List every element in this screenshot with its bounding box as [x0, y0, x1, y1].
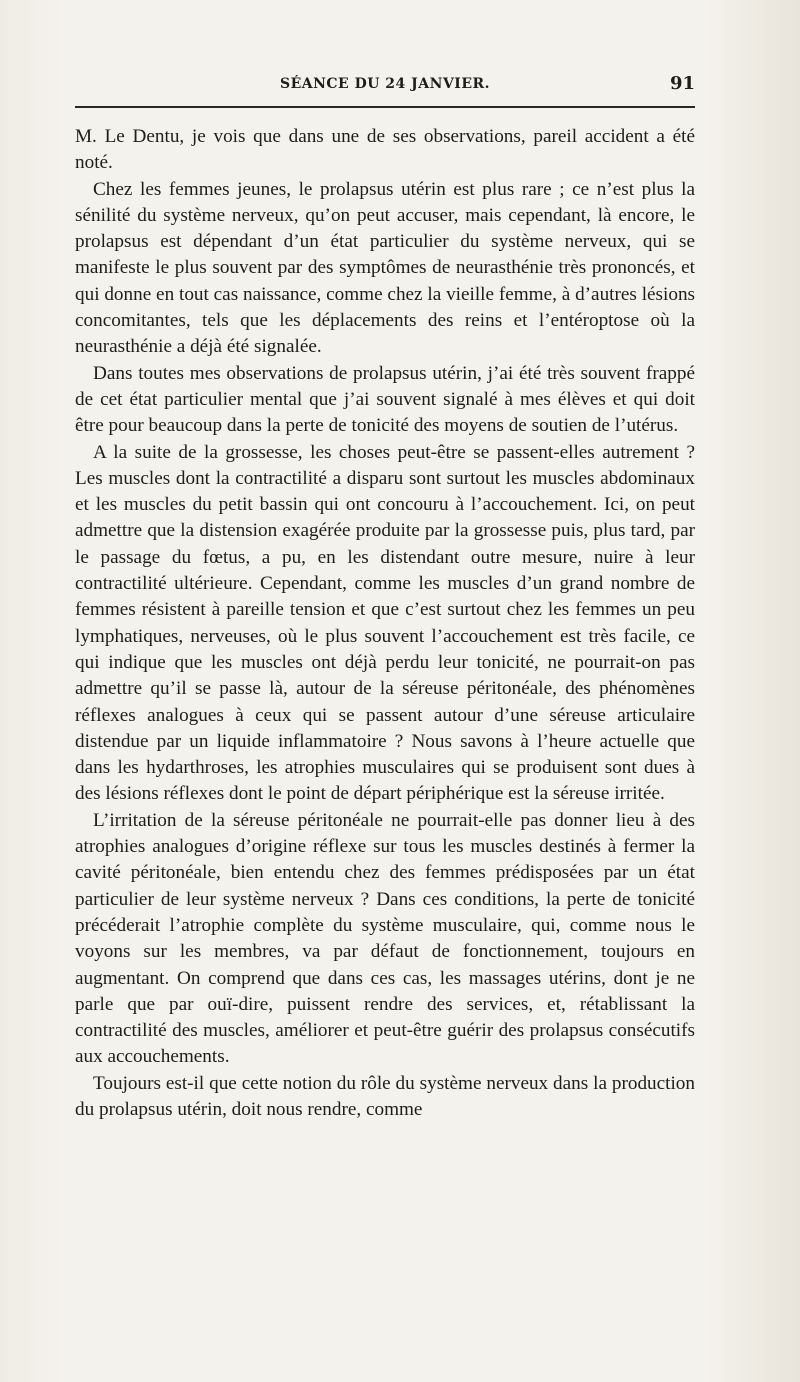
header-rule [75, 106, 695, 108]
paragraph: L’irritation de la séreuse péritonéale ne pourrait-elle pas donner lieu à des atrophies analogues d’origine réflexe sur tous les muscles destinés à fermer la cavité péritonéale, bien entendu chez des femmes prédisposées par un état particulier de leur système nerveux ? Dans ces conditions, la perte de tonicité précéderait l’atrophie complète du système musculaire, qui, comme nous le voyons sur les membres, va par défaut de fonctionnement, toujours en augmentant. On comprend que dans ces cas, les massages utérins, dont je ne parle que par ouï-dire, puissent rendre des services, et, rétablissant la contractilité des muscles, améliorer et peut-être guérir des prolapsus consécutifs aux accouchements. [75, 809, 695, 1068]
paragraph: M. Le Dentu, je vois que dans une de ses observations, pareil accident a été noté. [75, 126, 695, 174]
page-header [75, 73, 695, 98]
running-title: SÉANCE DU 24 JANVIER. [279, 76, 491, 92]
body-text [75, 124, 695, 1123]
paragraph: Dans toutes mes observations de prolapsus utérin, j’ai été très souvent frappé de cet état particulier mental que j’ai souvent signalé à mes élèves et qui doit être pour beaucoup dans la perte de tonicité des moyens de soutien de l’utérus. [75, 362, 695, 437]
paragraph: Chez les femmes jeunes, le prolapsus utérin est plus rare ; ce n’est plus la sénilité du système nerveux, qu’on peut accuser, mais cependant, là encore, le prolapsus est dépendant d’un état particulier du système nerveux, qui se manifeste le plus souvent par des symptômes de neurasthénie très prononcés, et qui donne en tout cas naissance, comme chez la vieille femme, à d’autres lésions concomitantes, tels que les déplacements des reins et l’entéroptose où la neurasthénie a déjà été signalée. [75, 178, 695, 358]
paragraph: A la suite de la grossesse, les choses peut-être se passent-elles autrement ? Les muscles dont la contractilité a disparu sont surtout les muscles abdominaux et les muscles du petit bassin qui ont concouru à l’accouchement. Ici, on peut admettre que la distension exagérée produite par la grossesse puis, plus tard, par le passage du fœtus, a pu, en les distendant outre mesure, nuire à leur contractilité ultérieure. Cependant, comme les muscles d’un grand nombre de femmes résistent à pareille tension et que c’est surtout chez les femmes un peu lymphatiques, nerveuses, où le plus souvent l’accouchement est très facile, ce qui indique que les muscles ont déjà perdu leur tonicité, ne pourrait-on pas admettre qu’il se passe là, autour de la séreuse péritonéale, des phénomènes réflexes analogues à ceux qui se passent autour d’une séreuse articulaire distendue par un liquide inflammatoire ? Nous savons à l’heure actuelle que dans les hydarthroses, les atrophies musculaires qui se produisent sont dues à des lésions réflexes dont le point de départ périphérique est la séreuse irritée. [75, 441, 695, 805]
paragraph: Toujours est-il que cette notion du rôle du système nerveux dans la production du prolapsus utérin, doit nous rendre, comme [75, 1072, 695, 1120]
page-number: 91 [669, 73, 695, 94]
